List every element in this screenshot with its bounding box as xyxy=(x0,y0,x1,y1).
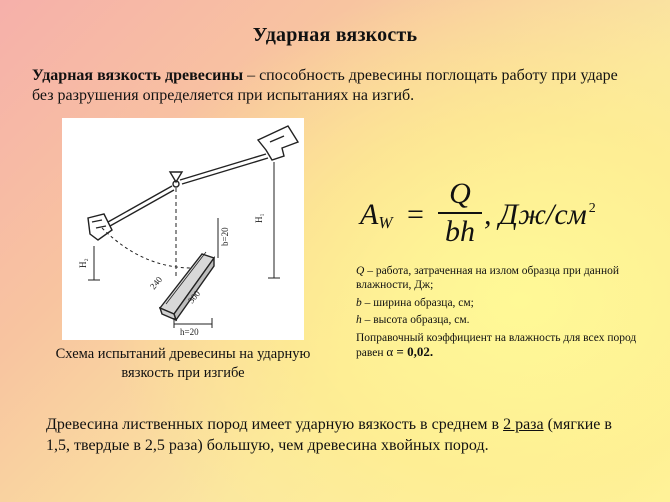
pendulum-arm-lower xyxy=(108,186,172,222)
pendulum-hammer-bottom xyxy=(88,214,112,240)
dim-300-label: 300 xyxy=(185,288,203,306)
pendulum-arm-upper xyxy=(180,154,266,180)
formula-legend xyxy=(356,264,646,363)
h-dim-label: h=20 xyxy=(180,327,199,337)
formula-denominator: bh xyxy=(445,215,475,248)
formula-numerator: Q xyxy=(449,177,471,210)
legend-h: h – высота образца, см. xyxy=(356,314,470,326)
legend-q: Q – работа, затраченная на излом образца при данной влажности, Дж; xyxy=(356,265,619,291)
dim-240-label: 240 xyxy=(147,274,165,292)
page-title: Ударная вязкость xyxy=(252,24,418,46)
formula-equals: = xyxy=(407,198,424,231)
fraction-bar xyxy=(438,212,482,214)
legend-coefficient: Поправочный коэффициент на влажность для всех пород равен α = 0,02. xyxy=(356,331,637,359)
impact-formula xyxy=(360,178,630,252)
pendulum-diagram xyxy=(62,118,304,340)
highlight-ratio: 2 раза xyxy=(503,416,544,433)
bottom-paragraph: Древесина лиственных пород имеет ударную вязкость в среднем в 2 раза (мягкие в 1,5, твердые в 2,5 раза) большую, чем древесина хвойных пород. xyxy=(46,416,612,454)
h2-label: H₂ xyxy=(78,258,88,268)
formula-fraction xyxy=(438,178,482,248)
test-scheme-figure xyxy=(62,118,304,340)
intro-definition: – способность древесины поглощать работу при ударе без разрушения определяется при испытаниях на изгиб. xyxy=(32,67,618,104)
legend-b: b – ширина образца, см; xyxy=(356,296,474,309)
b-dim-label: b=20 xyxy=(220,227,230,246)
specimen xyxy=(160,252,214,320)
formula-lhs: $A_W$ xyxy=(360,198,393,232)
intro-term: Ударная вязкость древесины xyxy=(32,67,244,84)
figure-caption: Схема испытаний древесины на ударную вязкость при изгибе xyxy=(55,346,311,381)
h1-label: H₁ xyxy=(254,213,264,223)
formula-unit: , Дж/см $^2$ xyxy=(484,198,596,231)
intro-paragraph xyxy=(32,66,642,106)
